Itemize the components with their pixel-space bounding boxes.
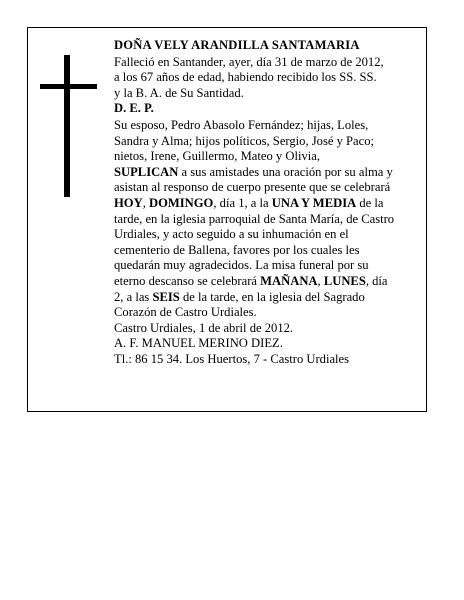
request-line-9 xyxy=(114,290,418,306)
family-line: Su esposo, Pedro Abasolo Fernández; hijas, Loles, xyxy=(114,117,369,132)
request-text: a sus amistades una oración por su alma y xyxy=(178,164,393,179)
lunes-word: LUNES xyxy=(323,273,366,288)
request-line-10: Corazón de Castro Urdiales. xyxy=(114,305,257,320)
request-text: 2, a las xyxy=(114,289,153,304)
request-line-8 xyxy=(114,274,418,290)
request-text: de la tarde, en la iglesia del Sagrado xyxy=(179,289,365,304)
contact-info: Tl.: 86 15 34. Los Huertos, 7 - Castro Urdiales xyxy=(114,351,350,366)
funeral-home: A. F. MANUEL MERINO DIEZ. xyxy=(114,336,283,351)
request-text: eterno descanso se celebrará xyxy=(114,273,261,288)
request-line-1 xyxy=(114,165,418,181)
dep-text: D. E. P. xyxy=(114,101,154,116)
request-line-3 xyxy=(114,196,418,212)
request-line-2: asistan al responso de cuerpo presente que se celebrará xyxy=(114,180,391,195)
obituary-text xyxy=(114,38,418,367)
cross-vertical-bar xyxy=(64,55,70,197)
request-text: , xyxy=(317,273,324,288)
request-text: , día 1, a la xyxy=(213,195,272,210)
place-date: Castro Urdiales, 1 de abril de 2012. xyxy=(114,320,294,335)
manana-word: MAÑANA xyxy=(260,273,318,288)
family-line: nietos, Irene, Guillermo, Mateo y Olivia, xyxy=(114,149,320,164)
hoy-word: HOY xyxy=(114,195,143,210)
seis-word: SEIS xyxy=(152,289,180,304)
death-line: Falleció en Santander, ayer, día 31 de marzo de 2012, xyxy=(114,54,384,69)
request-line-6: cementerio de Ballena, favores por los cuales les xyxy=(114,242,360,257)
request-text: , xyxy=(142,195,149,210)
death-line: a los 67 años de edad, habiendo recibido los SS. SS. xyxy=(114,70,377,85)
dep-abbreviation xyxy=(114,101,418,117)
death-paragraph xyxy=(114,55,418,102)
cross-horizontal-bar xyxy=(40,84,97,89)
latin-cross-icon xyxy=(40,55,97,197)
deceased-name: DOÑA VELY ARANDILLA SANTAMARIA xyxy=(114,38,360,52)
suplican-word: SUPLICAN xyxy=(114,164,179,179)
request-text: de la xyxy=(356,195,384,210)
request-line-4: tarde, en la iglesia parroquial de Santa María, de Castro xyxy=(114,211,395,226)
death-line: y la B. A. de Su Santidad. xyxy=(114,85,244,100)
family-paragraph xyxy=(114,118,418,165)
request-line-5: Urdiales, y acto seguido a su inhumación en el xyxy=(114,227,349,242)
domingo-word: DOMINGO xyxy=(148,195,214,210)
una-y-media-word: UNA Y MEDIA xyxy=(271,195,357,210)
request-line-7: quedarán muy agradecidos. La misa funeral por su xyxy=(114,258,369,273)
family-line: Sandra y Alma; hijos políticos, Sergio, José y Paco; xyxy=(114,133,375,148)
request-text: , día xyxy=(365,273,388,288)
request-paragraph xyxy=(114,165,418,321)
